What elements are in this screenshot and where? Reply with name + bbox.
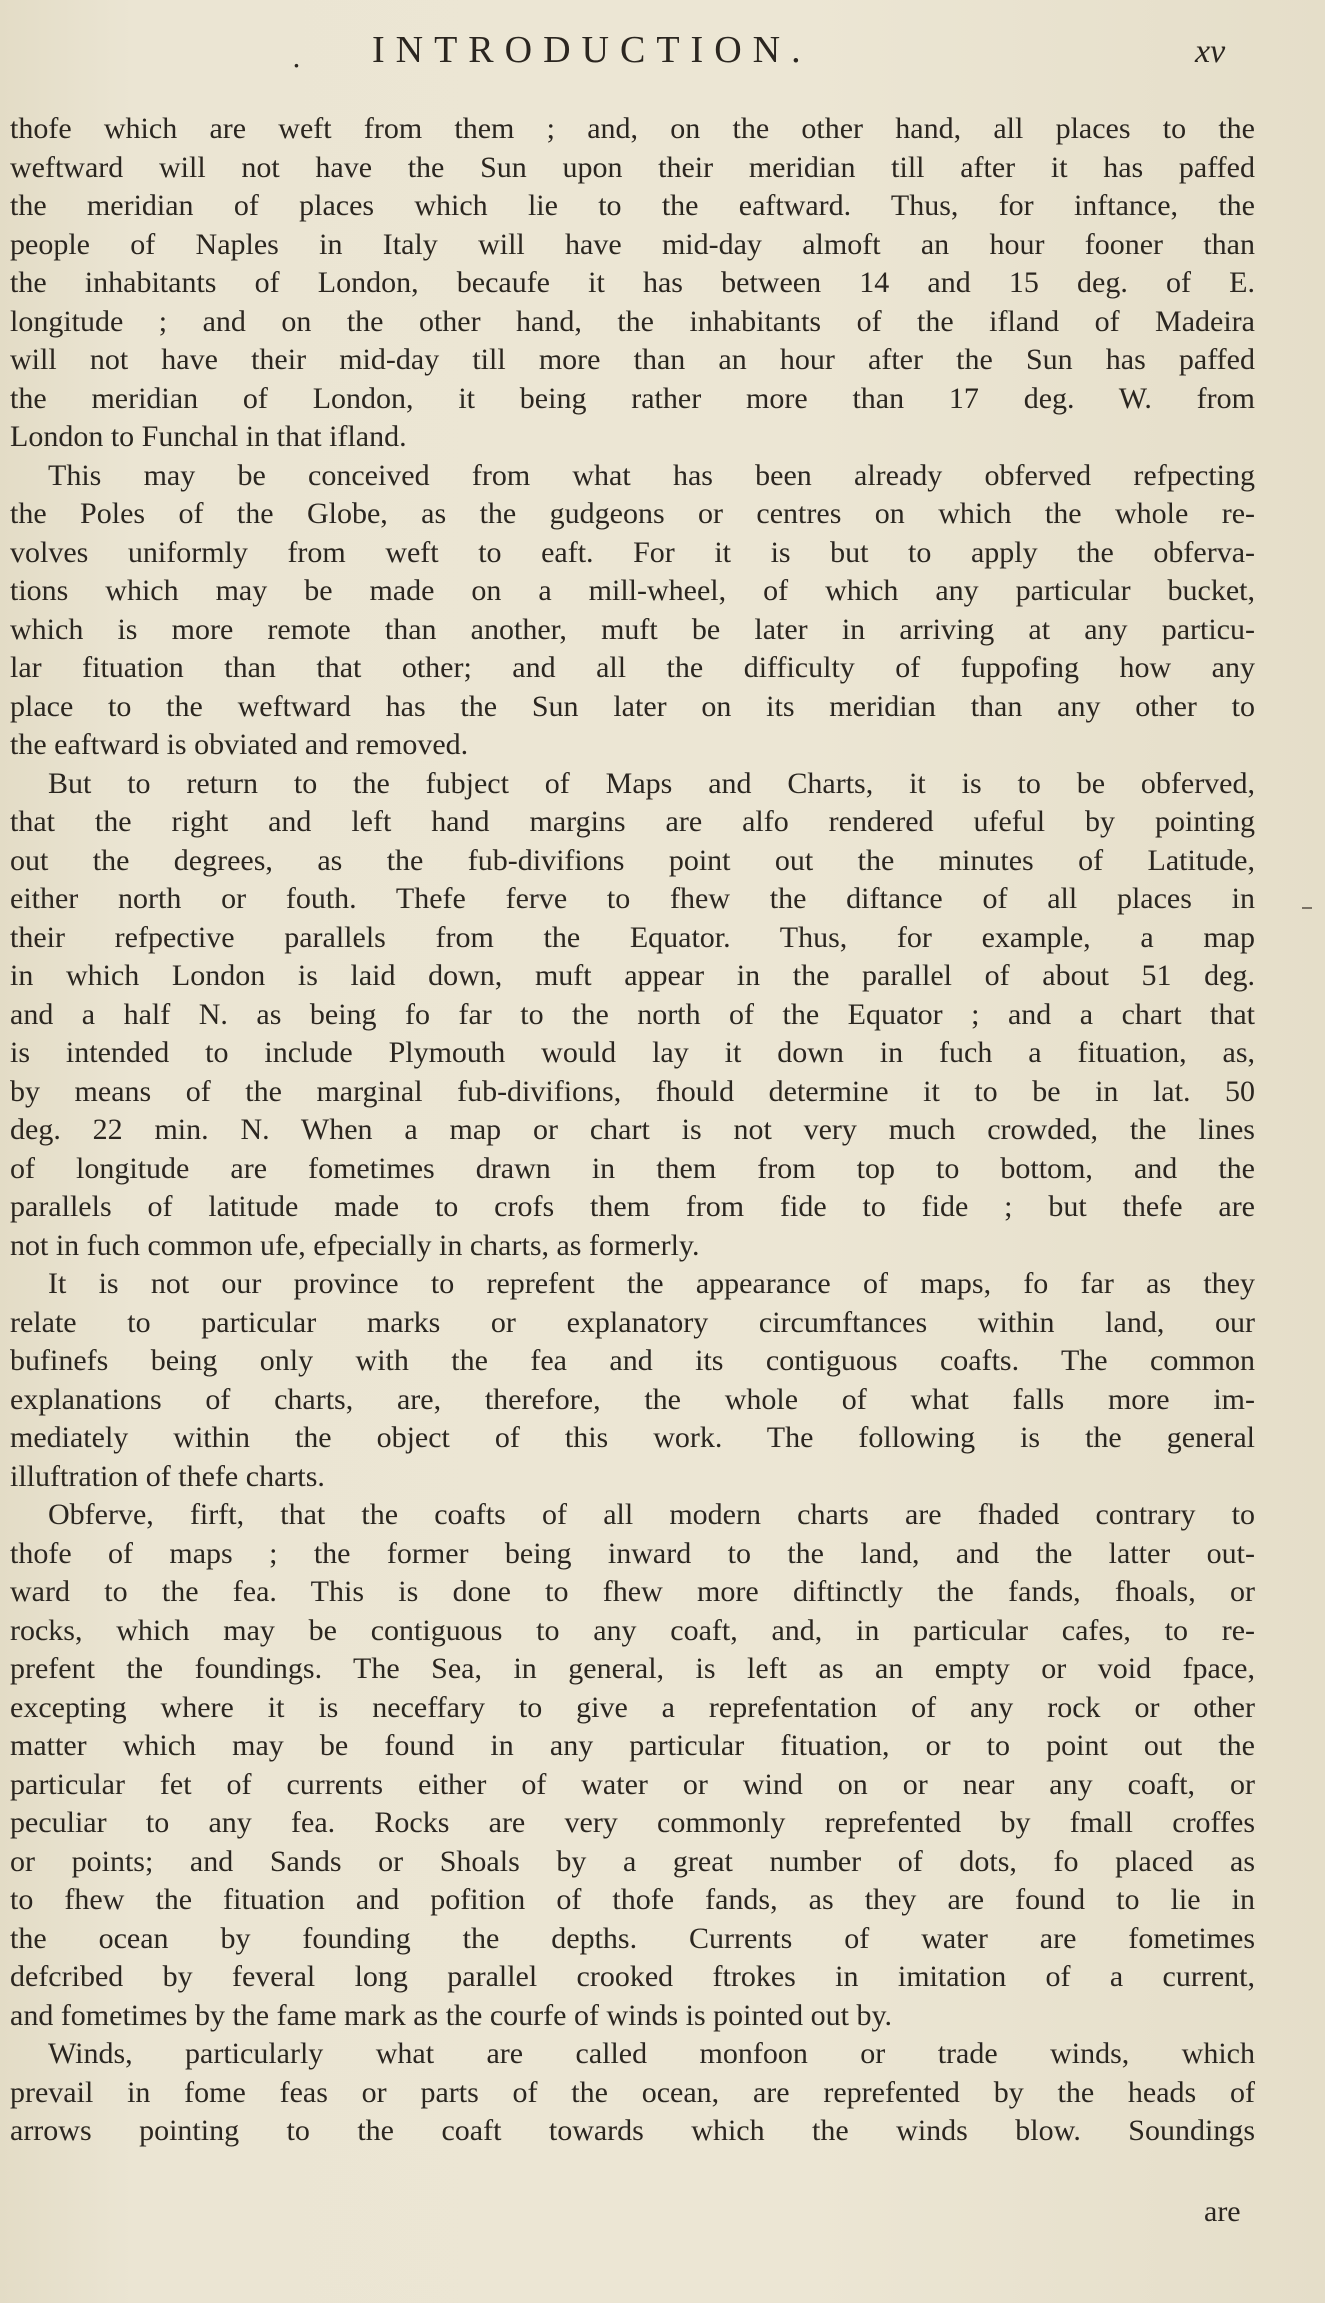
text-line: tions which may be made on a mill-wheel, of which any particular bucket, bbox=[10, 574, 1255, 607]
text-line: relate to particular marks or explanatory circumftances within land, our bbox=[10, 1305, 1255, 1339]
text-line: their refpective parallels from the Equator. Thus, for example, a map bbox=[10, 920, 1255, 954]
running-head-mark: . bbox=[292, 41, 301, 74]
paragraph-start-line: But to return to the fubject of Maps and Charts, it is to be obferved, bbox=[48, 766, 1255, 800]
text-line: either north or fouth. Thefe ferve to fhew the diftance of all places in bbox=[10, 882, 1255, 915]
text-line: lar fituation than that other; and all the difficulty of fuppofing how any bbox=[10, 651, 1255, 684]
text-line: place to the weftward has the Sun later on its meridian than any other to bbox=[10, 689, 1255, 723]
text-line: the meridian of places which lie to the eaftward. Thus, for inftance, the bbox=[10, 189, 1255, 222]
text-line: rocks, which may be contiguous to any coaft, and, in particular cafes, to re- bbox=[10, 1613, 1255, 1647]
running-head-title: INTRODUCTION. bbox=[372, 29, 812, 71]
paragraph-start-line: Winds, particularly what are called monfoon or trade winds, which bbox=[48, 2037, 1255, 2070]
page-number: xv bbox=[1195, 33, 1226, 70]
paragraph-start-line: Obferve, firft, that the coafts of all modern charts are fhaded contrary to bbox=[48, 1498, 1255, 1531]
text-line: peculiar to any fea. Rocks are very commonly reprefented by fmall croffes bbox=[10, 1806, 1255, 1839]
text-line: London to Funchal in that ifland. bbox=[10, 420, 407, 453]
text-line: defcribed by feveral long parallel crooked ftrokes in imitation of a current, bbox=[10, 1960, 1255, 1993]
paragraph-start-line: It is not our province to reprefent the appearance of maps, fo far as they bbox=[48, 1267, 1255, 1300]
text-line: in which London is laid down, muft appear in the parallel of about 51 deg. bbox=[10, 959, 1255, 992]
margin-mark bbox=[1302, 907, 1312, 909]
text-line: ward to the fea. This is done to fhew more diftinctly the fands, fhoals, or bbox=[10, 1575, 1255, 1608]
text-line: will not have their mid-day till more than an hour after the Sun has paffed bbox=[10, 343, 1255, 376]
text-line: prevail in fome feas or parts of the ocean, are reprefented by the heads of bbox=[10, 2075, 1255, 2109]
text-line: mediately within the object of this work. The following is the general bbox=[10, 1421, 1255, 1454]
text-line: the meridian of London, it being rather more than 17 deg. W. from bbox=[10, 381, 1255, 415]
text-line: thofe which are weft from them ; and, on the other hand, all places to the bbox=[10, 112, 1255, 145]
text-line: of longitude are fometimes drawn in them from top to bottom, and the bbox=[10, 1151, 1255, 1185]
text-line: and a half N. as being fo far to the north of the Equator ; and a chart that bbox=[10, 997, 1255, 1031]
body-text bbox=[10, 110, 1255, 2151]
text-line: or points; and Sands or Shoals by a great number of dots, fo placed as bbox=[10, 1844, 1255, 1878]
text-line: matter which may be found in any particular fituation, or to point out the bbox=[10, 1729, 1255, 1762]
text-line: weftward will not have the Sun upon their meridian till after it has paffed bbox=[10, 150, 1255, 184]
text-line: prefent the foundings. The Sea, in general, is left as an empty or void fpace, bbox=[10, 1652, 1255, 1685]
text-line: volves uniformly from weft to eaft. For it is but to apply the obferva- bbox=[10, 535, 1255, 569]
text-line: excepting where it is neceffary to give a reprefentation of any rock or other bbox=[10, 1690, 1255, 1724]
text-line: the Poles of the Globe, as the gudgeons or centres on which the whole re- bbox=[10, 497, 1255, 530]
text-line: the inhabitants of London, becaufe it has between 14 and 15 deg. of E. bbox=[10, 266, 1255, 299]
text-line: is intended to include Plymouth would lay it down in fuch a fituation, as, bbox=[10, 1036, 1255, 1069]
text-line: deg. 22 min. N. When a map or chart is not very much crowded, the lines bbox=[10, 1113, 1255, 1146]
text-line: longitude ; and on the other hand, the inhabitants of the ifland of Madeira bbox=[10, 304, 1255, 338]
text-line: particular fet of currents either of water or wind on or near any coaft, or bbox=[10, 1767, 1255, 1801]
text-line: the eaftward is obviated and removed. bbox=[10, 728, 469, 761]
text-line: people of Naples in Italy will have mid-day almoft an hour fooner than bbox=[10, 227, 1255, 261]
catchword: are bbox=[1204, 2195, 1241, 2228]
text-line: thofe of maps ; the former being inward to the land, and the latter out- bbox=[10, 1536, 1255, 1570]
text-line: parallels of latitude made to crofs them from fide to fide ; but thefe are bbox=[10, 1190, 1255, 1223]
text-line: to fhew the fituation and pofition of thofe fands, as they are found to lie in bbox=[10, 1883, 1255, 1916]
text-line: explanations of charts, are, therefore, the whole of what falls more im- bbox=[10, 1382, 1255, 1416]
text-line: out the degrees, as the fub-divifions point out the minutes of Latitude, bbox=[10, 843, 1255, 877]
text-line: arrows pointing to the coaft towards which the winds blow. Soundings bbox=[10, 2114, 1255, 2147]
running-head bbox=[0, 28, 1325, 78]
text-line: and fometimes by the fame mark as the courfe of winds is pointed out by. bbox=[10, 1998, 892, 2032]
text-line: not in fuch common ufe, efpecially in charts, as formerly. bbox=[10, 1228, 700, 1262]
text-line: bufinefs being only with the fea and its contiguous coafts. The common bbox=[10, 1344, 1255, 1377]
text-line: the ocean by founding the depths. Currents of water are fometimes bbox=[10, 1921, 1255, 1955]
text-line: illuftration of thefe charts. bbox=[10, 1459, 325, 1493]
text-line: which is more remote than another, muft be later in arriving at any particu- bbox=[10, 612, 1255, 646]
paragraph-start-line: This may be conceived from what has been already obferved refpecting bbox=[48, 458, 1255, 492]
text-line: by means of the marginal fub-divifions, fhould determine it to be in lat. 50 bbox=[10, 1074, 1255, 1108]
text-line: that the right and left hand margins are alfo rendered ufeful by pointing bbox=[10, 805, 1255, 838]
